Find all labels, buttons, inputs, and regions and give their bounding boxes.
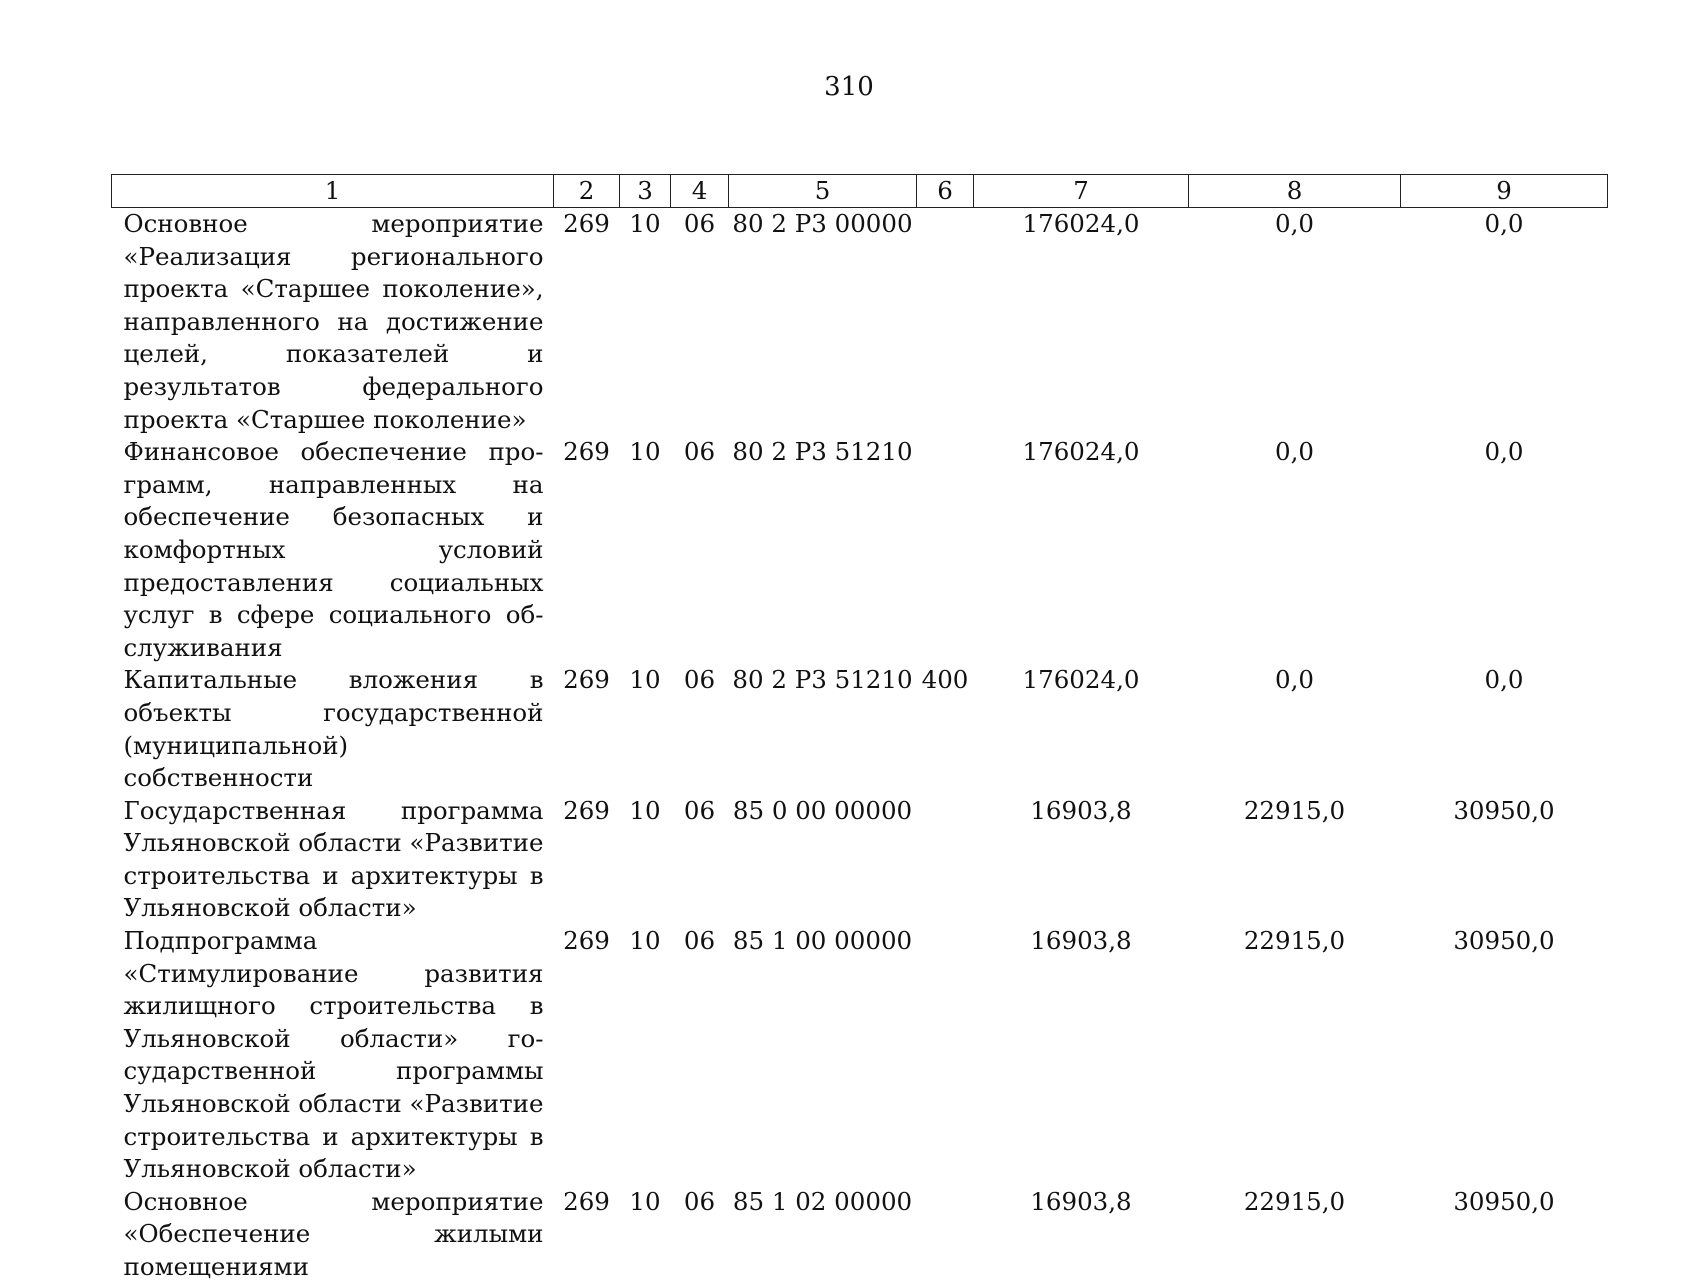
amount-year-1: 176024,0 xyxy=(1022,209,1140,238)
target-article: 85 1 02 00000 xyxy=(732,1186,913,1216)
budget-code: 269 xyxy=(563,795,610,825)
section-code: 10 xyxy=(629,926,661,956)
header-col-9: 9 xyxy=(1401,175,1608,208)
row-name: Основное мероприятие «Реализация регионального проекта «Старшее поколение», направленного на достижение целей, показателей и результатов федерального проекта «Старшее поколение» xyxy=(123,209,544,434)
expense-type xyxy=(917,208,974,437)
header-col-3: 3 xyxy=(620,175,671,208)
section-code: 10 xyxy=(629,795,661,825)
section-code: 10 xyxy=(629,1186,661,1216)
table-row xyxy=(112,208,1608,437)
amount-year-2: 0,0 xyxy=(1275,437,1314,467)
page-number: 310 xyxy=(824,72,874,102)
budget-code: 269 xyxy=(563,209,610,238)
expense-type: 400 xyxy=(921,665,969,695)
amount-year-1: 16903,8 xyxy=(1030,1186,1132,1216)
subsection-code: 06 xyxy=(683,209,716,238)
header-col-5: 5 xyxy=(729,175,917,208)
target-article: 85 1 00 00000 xyxy=(732,926,913,956)
header-col-1: 1 xyxy=(112,175,554,208)
amount-year-3: 30950,0 xyxy=(1453,1186,1555,1216)
row-name: Государственная программа Ульяновской области «Развитие строительства и архитектуры в Ульяновской области» xyxy=(123,795,544,923)
amount-year-2: 22915,0 xyxy=(1243,795,1346,825)
target-article: 85 0 00 00000 xyxy=(732,795,913,825)
table-row xyxy=(112,795,1608,925)
amount-year-3: 30950,0 xyxy=(1453,926,1555,956)
subsection-code: 06 xyxy=(683,926,716,956)
target-article: 80 2 P3 00000 xyxy=(732,209,913,238)
amount-year-2: 0,0 xyxy=(1275,209,1314,238)
row-name: Капитальные вложения в объекты государственной (муниципальной) собственности xyxy=(123,665,544,793)
header-col-8: 8 xyxy=(1189,175,1401,208)
budget-code: 269 xyxy=(563,1186,610,1216)
table-row xyxy=(112,436,1608,664)
expense-type xyxy=(917,436,974,664)
subsection-code: 06 xyxy=(683,437,716,467)
table-row xyxy=(112,664,1608,794)
amount-year-3: 0,0 xyxy=(1484,437,1524,467)
table-row xyxy=(112,925,1608,1186)
budget-table xyxy=(111,174,1608,1284)
header-col-4: 4 xyxy=(671,175,729,208)
amount-year-2: 0,0 xyxy=(1275,665,1314,695)
expense-type xyxy=(917,925,974,1186)
amount-year-1: 16903,8 xyxy=(1030,795,1132,825)
amount-year-1: 176024,0 xyxy=(1022,437,1140,467)
expense-type xyxy=(917,795,974,925)
budget-code: 269 xyxy=(563,437,610,467)
amount-year-2: 22915,0 xyxy=(1243,926,1346,956)
subsection-code: 06 xyxy=(683,665,716,695)
amount-year-3: 0,0 xyxy=(1484,665,1524,695)
header-col-7: 7 xyxy=(974,175,1189,208)
target-article: 80 2 P3 51210 xyxy=(732,665,913,695)
row-name: Подпрограмма «Стимулирование развития жилищного строительства в Ульяновской области» государственной программы Ульяновской области «Развитие строительства и архитектуры в Ульяновской области» xyxy=(123,926,544,1184)
subsection-code: 06 xyxy=(683,1186,716,1216)
target-article: 80 2 P3 51210 xyxy=(732,437,913,467)
amount-year-3: 30950,0 xyxy=(1453,795,1555,825)
section-code: 10 xyxy=(629,437,661,467)
amount-year-3: 0,0 xyxy=(1484,209,1524,238)
subsection-code: 06 xyxy=(683,795,716,825)
row-name: Финансовое обеспечение программ, направленных на обеспечение безопасных и комфортных условий предоставления социальных услуг в сфере социального обслуживания xyxy=(123,437,544,662)
budget-code: 269 xyxy=(563,665,610,695)
header-col-2: 2 xyxy=(554,175,620,208)
section-code: 10 xyxy=(629,665,661,695)
table-row xyxy=(112,1186,1608,1284)
amount-year-1: 16903,8 xyxy=(1030,926,1132,956)
table-body xyxy=(112,208,1608,1284)
expense-type xyxy=(917,1186,974,1284)
section-code: 10 xyxy=(629,209,661,238)
budget-code: 269 xyxy=(563,926,610,956)
row-name: Основное мероприятие «Обеспечение жилыми помещениями xyxy=(123,1186,544,1281)
amount-year-2: 22915,0 xyxy=(1243,1186,1346,1216)
header-col-6: 6 xyxy=(917,175,974,208)
amount-year-1: 176024,0 xyxy=(1022,665,1140,695)
header-row xyxy=(112,175,1608,208)
